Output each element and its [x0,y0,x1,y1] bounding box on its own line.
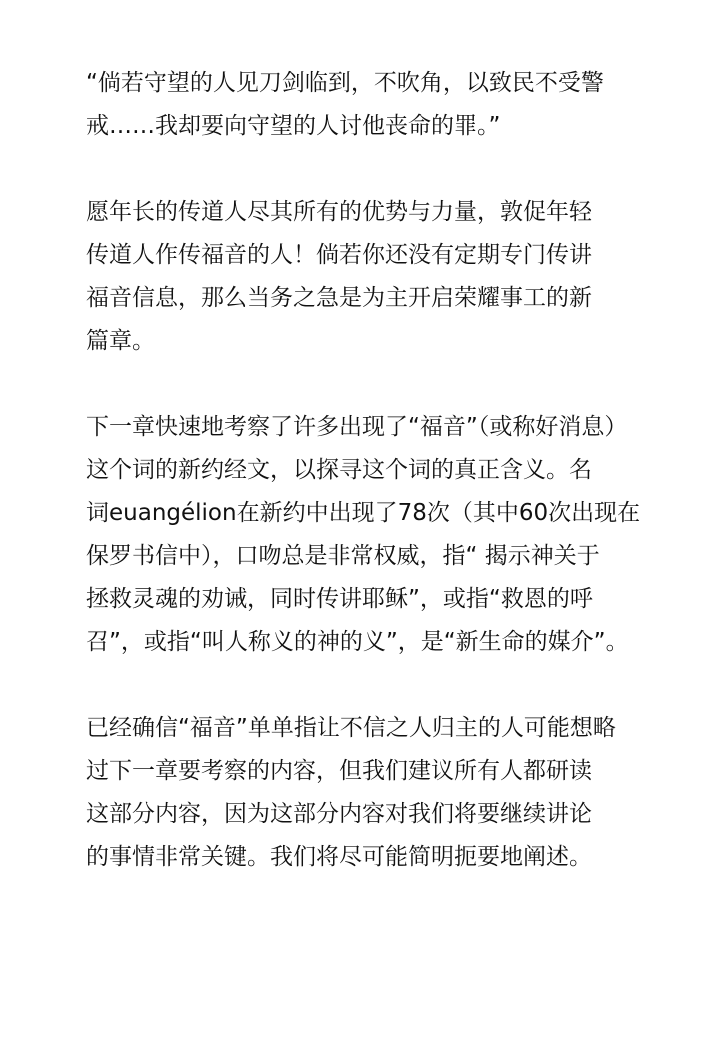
text-line: 这个词的新约经文，以探寻这个词的真正含义。名 [86,457,592,483]
document-body [86,62,686,922]
text-line: 已经确信“福音”单单指让不信之人归主的人可能想略 [86,715,616,741]
paragraph-next-chapter [86,406,686,664]
text-line: 传道人作传福音的人！倘若你还没有定期专门传讲 [86,242,592,268]
text-line: 篇章。 [86,328,155,354]
text-line: 愿年长的传道人尽其所有的优势与力量，敦促年轻 [86,199,592,225]
text-line: 词euangélion在新约中出现了78次（其中60次出现在 [86,500,641,526]
text-line: 的事情非常关键。我们将尽可能简明扼要地阐述。 [86,844,592,870]
text-line: 戒……我却要向守望的人讨他丧命的罪。” [86,113,501,139]
text-line: “倘若守望的人见刀剑临到，不吹角，以致民不受警 [86,70,604,96]
paragraph-recommendation [86,707,686,879]
text-line: 下一章快速地考察了许多出现了“福音”（或称好消息） [86,414,628,440]
text-line: 拯救灵魂的劝诫，同时传讲耶稣”，或指“救恩的呼 [86,586,593,612]
text-line: 这部分内容，因为这部分内容对我们将要继续讲论 [86,801,592,827]
text-line: 过下一章要考察的内容，但我们建议所有人都研读 [86,758,592,784]
paragraph-exhortation [86,191,686,363]
text-line: 福音信息，那么当务之急是为主开启荣耀事工的新 [86,285,592,311]
text-line: 召”，或指“叫人称义的神的义”，是“新生命的媒介”。 [86,629,629,655]
paragraph-quote [86,62,686,148]
text-line: 保罗书信中），口吻总是非常权威，指“ 揭示神关于 [86,543,600,569]
